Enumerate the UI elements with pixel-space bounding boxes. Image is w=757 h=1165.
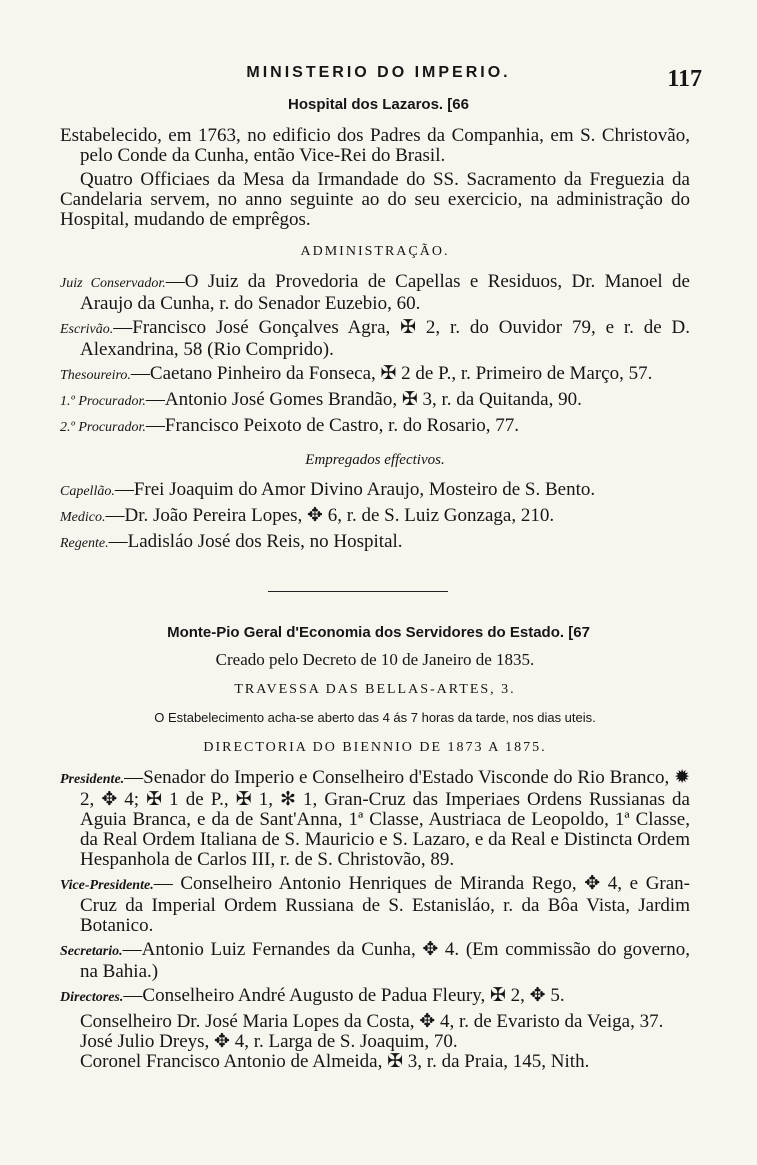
entry-text: —Ladisláo José dos Reis, no Hospital.: [108, 531, 403, 552]
directory-entry: [60, 874, 690, 936]
entry-role: Thesoureiro.: [60, 368, 131, 383]
directory-entry: [60, 940, 690, 982]
effective-entry: [60, 480, 690, 502]
entry-text: —Dr. João Pereira Lopes, ✥ 6, r. de S. Luiz Gonzaga, 210.: [105, 505, 555, 526]
entry-role: Regente.: [60, 536, 109, 551]
page-number: 117: [667, 66, 702, 92]
entry-role: Presidente.: [60, 772, 125, 787]
admin-entry: [60, 364, 690, 386]
hospital-body: [60, 126, 690, 558]
entry-text: —Antonio José Gomes Brandão, ✠ 3, r. da Quitanda, 90.: [145, 389, 582, 410]
entry-role: Secretario.: [60, 944, 123, 959]
entry-role: 1.º Procurador.: [60, 394, 146, 409]
directory-entry: [60, 768, 690, 870]
entry-text: —Senador do Imperio e Conselheiro d'Estado Visconde do Rio Branco, ✹ 2, ✥ 4; ✠ 1 de P., ✠ 1, ✻ 1, Gran-Cruz das Imperiaes Ordens Russianas da Aguia Branca, e da de Sant'Anna, 1ª Classe, Austriaca de Leopoldo, 1ª Classe, da Real Ordem Italiana de S. Mauricio e S. Lazaro, e da Real e Distincta Ordem Hespanhola de Carlos III, r. de S. Christovão, 89.: [80, 767, 690, 870]
section-title-hospital: [0, 96, 757, 113]
entry-role: 2.º Procurador.: [60, 420, 146, 435]
montepio-hours: O Estabelecimento acha-se aberto das 4 ás 7 horas da tarde, nos dias uteis.: [154, 710, 596, 725]
section-title-montepio: [0, 624, 757, 641]
effectives-heading: Empregados effectivos.: [305, 452, 445, 468]
entry-text: —Francisco José Gonçalves Agra, ✠ 2, r. do Ouvidor 79, e r. de D. Alexandrina, 58 (Rio Comprido).: [80, 317, 690, 360]
admin-entry: [60, 390, 690, 412]
hospital-intro: Estabelecido, em 1763, no edificio dos Padres da Companhia, em S. Christovão, pelo Conde da Cunha, então Vice-Rei do Brasil.: [60, 125, 690, 166]
section-title-text: Hospital dos Lazaros.: [288, 96, 444, 113]
entry-role: Juiz Conservador.: [60, 276, 166, 291]
section-title-text: Monte-Pio Geral d'Economia dos Servidores do Estado.: [167, 624, 565, 641]
section-number: [66: [447, 96, 469, 113]
entry-role: Capellão.: [60, 484, 115, 499]
entry-text: —Conselheiro André Augusto de Padua Fleury, ✠ 2, ✥ 5.: [123, 985, 565, 1006]
admin-entry: [60, 272, 690, 314]
admin-entry: [60, 318, 690, 360]
hospital-administration-note: Quatro Officiaes da Mesa da Irmandade do SS. Sacramento da Freguezia da Candelaria servem, no anno seguinte ao do seu exercicio, na administração do Hospital, mudando de emprêgos.: [60, 169, 690, 230]
directory-entry: [60, 986, 690, 1008]
running-header: MINISTERIO DO IMPERIO.: [246, 64, 511, 81]
director-entry: Conselheiro Dr. José Maria Lopes da Costa, ✥ 4, r. de Evaristo da Veiga, 37.: [80, 1011, 664, 1032]
entry-text: —O Juiz da Provedoria de Capellas e Residuos, Dr. Manoel de Araujo da Cunha, r. do Senador Euzebio, 60.: [80, 271, 690, 314]
entry-text: — Conselheiro Antonio Henriques de Miranda Rego, ✥ 4, e Gran-Cruz da Imperial Ordem Russiana de S. Estanisláo, r. da Bôa Vista, Jardim Botanico.: [80, 873, 690, 936]
entry-role: Medico.: [60, 510, 106, 525]
director-entry: José Julio Dreys, ✥ 4, r. Larga de S. Joaquim, 70.: [80, 1031, 458, 1052]
effective-entry: [60, 506, 690, 528]
entry-text: —Caetano Pinheiro da Fonseca, ✠ 2 de P., r. Primeiro de Março, 57.: [130, 363, 653, 384]
entry-text: —Antonio Luiz Fernandes da Cunha, ✥ 4. (Em commissão do governo, na Bahia.): [80, 939, 690, 982]
section-number: [67: [568, 624, 590, 641]
montepio-address: TRAVESSA DAS BELLAS-ARTES, 3.: [234, 682, 516, 697]
entry-role: Vice-Presidente.: [60, 878, 154, 893]
entry-role: Escrivão.: [60, 322, 114, 337]
section-divider: [268, 591, 448, 592]
montepio-created: Creado pelo Decreto de 10 de Janeiro de 1835.: [215, 650, 535, 669]
entry-text: —Francisco Peixoto de Castro, r. do Rosario, 77.: [145, 415, 519, 436]
effective-entry: [60, 532, 690, 554]
entry-role: Directores.: [60, 990, 124, 1005]
director-entry: Coronel Francisco Antonio de Almeida, ✠ 3, r. da Praia, 145, Nith.: [80, 1051, 590, 1072]
admin-heading: ADMINISTRAÇÃO.: [300, 244, 450, 259]
montepio-body: [60, 650, 690, 1072]
entry-text: —Frei Joaquim do Amor Divino Araujo, Mosteiro de S. Bento.: [114, 479, 596, 500]
admin-entry: [60, 416, 690, 438]
directory-heading: DIRECTORIA DO BIENNIO DE 1873 A 1875.: [203, 740, 547, 755]
